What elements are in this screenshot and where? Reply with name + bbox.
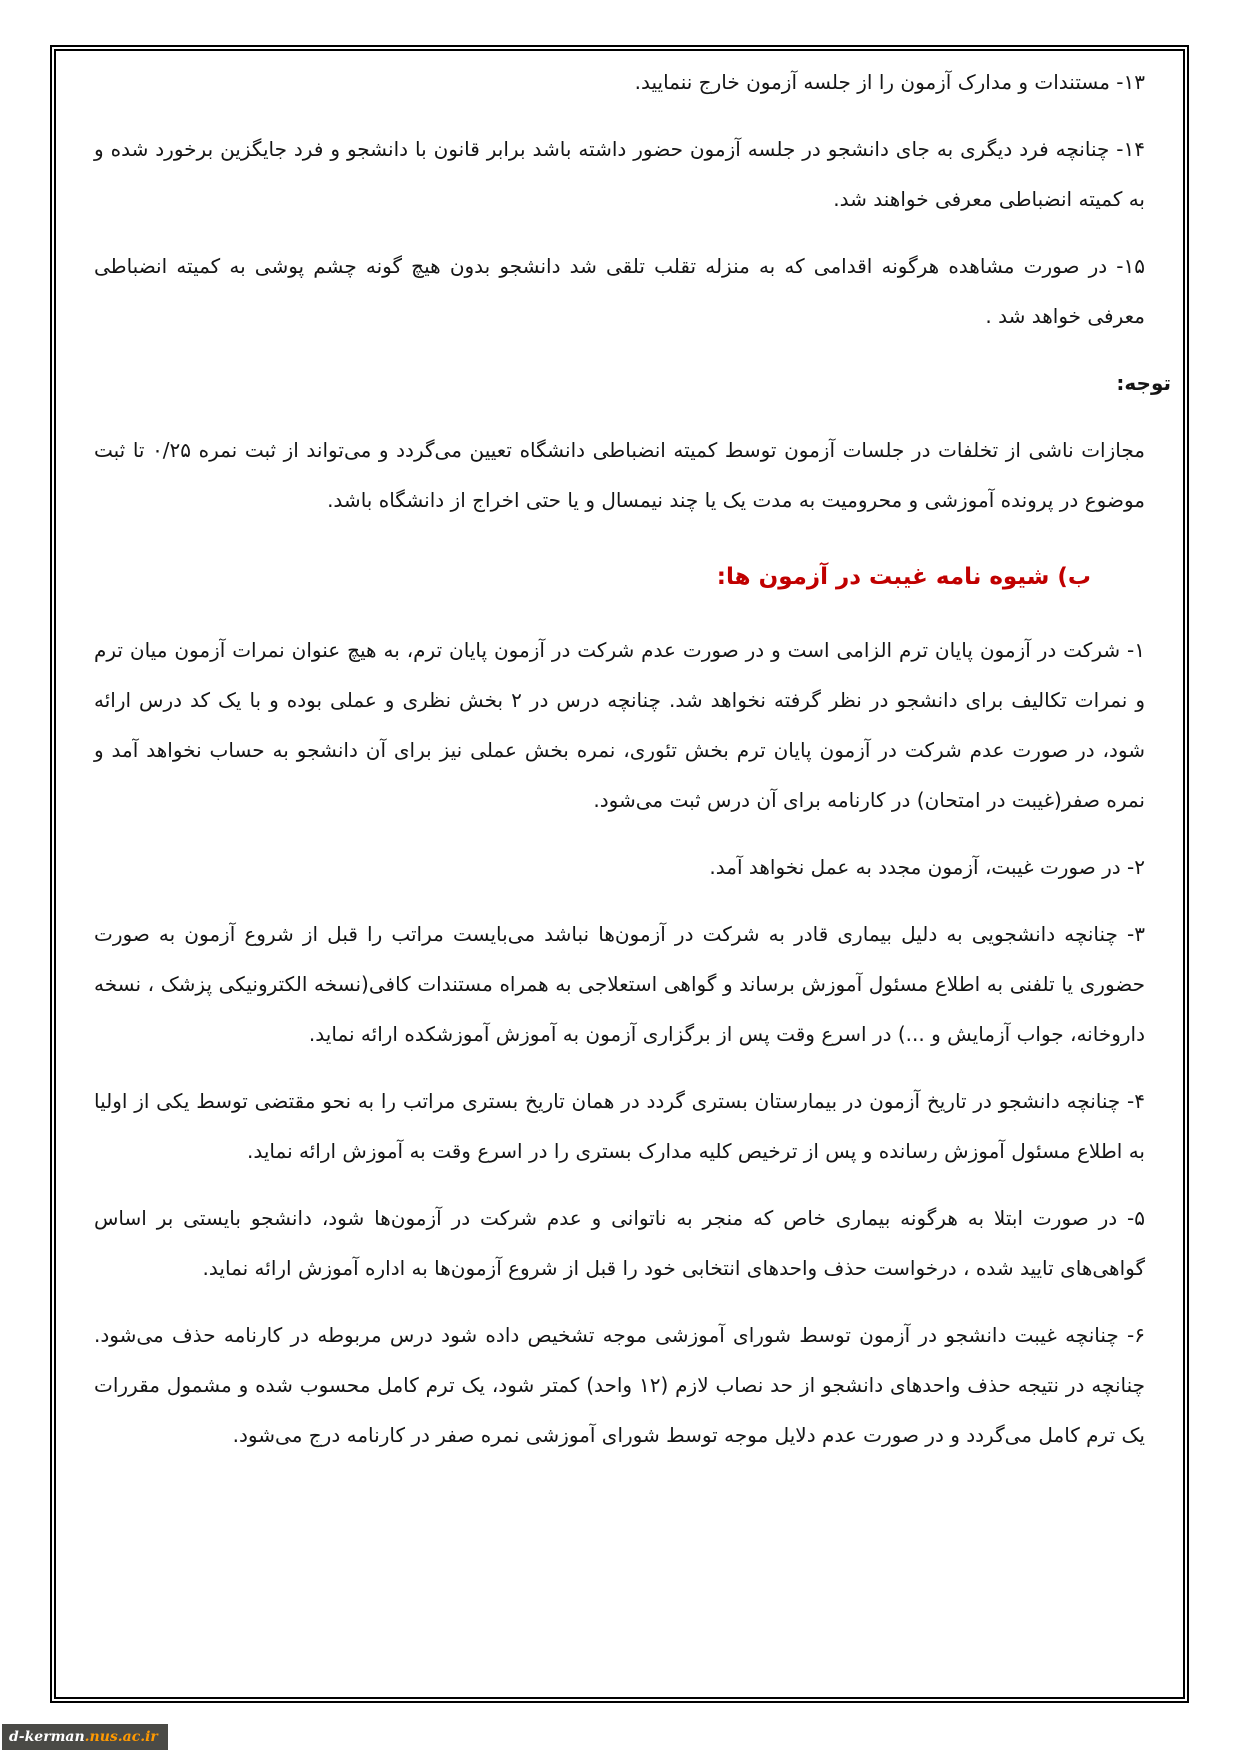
- rule-item-14: ۱۴- چنانچه فرد دیگری به جای دانشجو در جلسه آزمون حضور داشته باشد برابر قانون با دانشجو و فرد جایگزین برخورد شده و به کمیته انضباطی معرفی خواهند شد.: [94, 137, 1145, 211]
- site-watermark: [2, 1724, 168, 1750]
- absence-rule-4: ۴- چنانچه دانشجو در تاریخ آزمون در بیمارستان بستری گردد در همان تاریخ بستری مراتب را به نحو مقتضی توسط یکی از اولیا به اطلاع مسئول آموزش رسانده و پس از ترخیص کلیه مدارک بستری را در اسرع وقت به آموزش ارائه نماید.: [94, 1089, 1145, 1163]
- absence-rule-1: ۱- شرکت در آزمون پایان ترم الزامی است و در صورت عدم شرکت در آزمون پایان ترم، به هیچ عنوان نمرات آزمون میان ترم و نمرات تکالیف برای دانشجو در نظر گرفته نخواهد شد. چنانچه درس در ۲ بخش نظری و عملی بوده و با یک کد درس ارائه شود، در صورت عدم شرکت در آزمون پایان ترم بخش تئوری، نمره بخش عملی نیز برای آن دانشجو به حساب نخواهد آمد و نمره صفر(غیبت در امتحان) در کارنامه برای آن درس ثبت می‌شود.: [94, 638, 1146, 812]
- page-border: [50, 45, 1189, 1703]
- absence-rule-3: ۳- چنانچه دانشجویی به دلیل بیماری قادر به شرکت در آزمون‌ها نباشد می‌بایست مراتب را قبل از شروع آزمون به صورت حضوری یا تلفنی به اطلاع مسئول آموزش برساند و گواهی استعلاجی به همراه مستندات کافی(نسخه الکترونیکی پزشک ، نسخه داروخانه، جواب آزمایش و ...) در اسرع وقت پس از برگزاری آزمون به آموزش آموزشکده ارائه نماید.: [94, 922, 1145, 1046]
- absence-rule-6: ۶- چنانچه غیبت دانشجو در آزمون توسط شورای آموزشی موجه تشخیص داده شود درس مربوطه در کارنامه حذف می‌شود. چنانچه در نتیجه حذف واحدهای دانشجو از حد نصاب لازم (۱۲ واحد) کمتر شود، یک ترم کامل محسوب شده و مشمول مقررات یک ترم کامل می‌گردد و در صورت عدم دلایل موجه توسط شورای آموزشی نمره صفر در کارنامه درج می‌شود.: [94, 1323, 1146, 1447]
- note-body: مجازات ناشی از تخلفات در جلسات آزمون توسط کمیته انضباطی دانشگاه تعیین می‌گردد و می‌تواند از ثبت نمره ۰/۲۵ تا ثبت موضوع در پرونده آموزشی و محرومیت به مدت یک یا چند نیمسال و یا حتی اخراج از دانشگاه باشد.: [94, 438, 1145, 512]
- section-b-heading: ب) شیوه نامه غیبت در آزمون ها:: [716, 564, 1091, 590]
- rule-item-15: ۱۵- در صورت مشاهده هرگونه اقدامی که به منزله تقلب تلقی شد دانشجو بدون هیچ گونه چشم پوشی به کمیته انضباطی معرفی خواهد شد .: [94, 254, 1145, 328]
- note-label: توجه:: [1116, 371, 1171, 395]
- absence-rule-5: ۵- در صورت ابتلا به هرگونه بیماری خاص که منجر به ناتوانی و عدم شرکت در آزمون‌ها شود، دانشجو بایستی بر اساس گواهی‌های تایید شده ، درخواست حذف واحدهای انتخابی خود را قبل از شروع آزمون‌ها به اداره آموزش ارائه نماید.: [94, 1206, 1145, 1280]
- rule-item-13: ۱۳- مستندات و مدارک آزمون را از جلسه آزمون خارج ننمایید.: [634, 70, 1145, 94]
- watermark-domain-prefix: d-kerman: [9, 1729, 85, 1745]
- absence-rule-2: ۲- در صورت غیبت، آزمون مجدد به عمل نخواهد آمد.: [709, 855, 1145, 879]
- watermark-domain-suffix: .nus.ac.ir: [84, 1729, 158, 1745]
- page-content: [94, 57, 1171, 1681]
